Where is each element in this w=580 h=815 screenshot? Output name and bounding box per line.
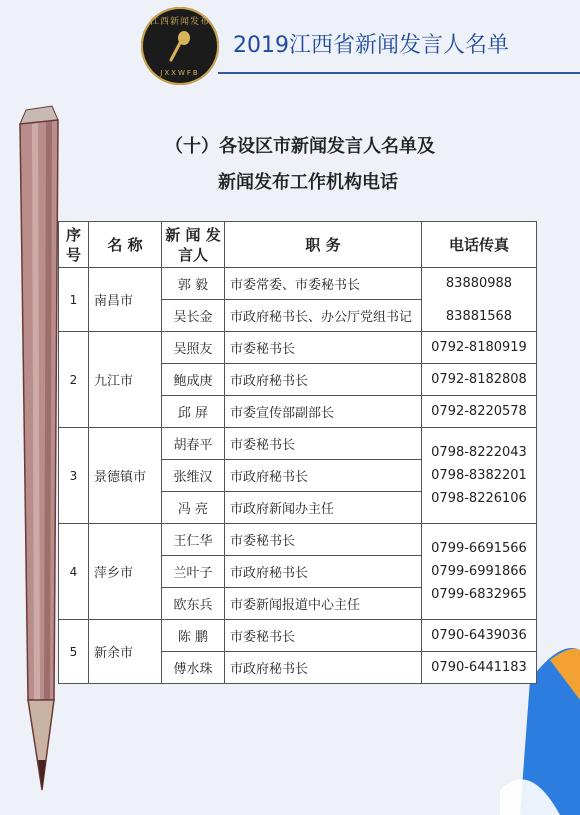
row-index: 2	[59, 332, 89, 428]
row-person: 冯 亮	[162, 492, 225, 524]
row-index: 3	[59, 428, 89, 524]
spokesperson-table	[58, 221, 537, 684]
table-row	[59, 524, 537, 556]
phone-number: 0798-8382201	[431, 468, 527, 483]
row-person: 兰叶子	[162, 556, 225, 588]
table-row	[59, 268, 537, 300]
page-header	[0, 0, 580, 88]
row-position: 市政府秘书长	[225, 556, 422, 588]
row-position: 市政府新闻办主任	[225, 492, 422, 524]
phone-number: 83881568	[445, 308, 513, 324]
row-person: 吴照友	[162, 332, 225, 364]
row-position: 市委秘书长	[225, 332, 422, 364]
row-position: 市政府秘书长、办公厅党组书记	[225, 300, 422, 332]
row-position: 市委秘书长	[225, 620, 422, 652]
row-person: 邱 屏	[162, 396, 225, 428]
phone-number: 0799-6991866	[431, 564, 527, 579]
header-position: 职 务	[225, 222, 422, 268]
logo	[141, 7, 219, 85]
row-index: 5	[59, 620, 89, 684]
row-position: 市政府秘书长	[225, 364, 422, 396]
table-row	[59, 428, 537, 460]
phone-number: 0792-8180919	[422, 332, 537, 364]
table-row	[59, 332, 537, 364]
phone-number: 0790-6441183	[422, 652, 537, 684]
row-position: 市政府秘书长	[225, 652, 422, 684]
row-city: 南昌市	[89, 268, 162, 332]
row-position: 市政府秘书长	[225, 460, 422, 492]
logo-text-top: 江西新闻发布	[149, 17, 210, 27]
page-title: 2019江西省新闻发言人名单	[233, 33, 509, 58]
row-person: 张维汉	[162, 460, 225, 492]
table-row	[59, 620, 537, 652]
row-person: 欧东兵	[162, 588, 225, 620]
section-subheading: 新闻发布工作机构电话	[218, 172, 398, 193]
row-city: 景德镇市	[89, 428, 162, 524]
table-header-row	[59, 222, 537, 268]
section-heading: （十）各设区市新闻发言人名单及	[165, 136, 435, 157]
header-phone: 电话传真	[422, 222, 537, 268]
row-person: 鲍成庚	[162, 364, 225, 396]
row-phones	[422, 268, 537, 332]
row-position: 市委新闻报道中心主任	[225, 588, 422, 620]
header-spokesperson: 新 闻 发言人	[162, 222, 225, 268]
row-person: 胡春平	[162, 428, 225, 460]
row-phones	[422, 428, 537, 524]
row-index: 1	[59, 268, 89, 332]
row-person: 傅水珠	[162, 652, 225, 684]
row-index: 4	[59, 524, 89, 620]
row-person: 王仁华	[162, 524, 225, 556]
phone-number: 0799-6691566	[431, 541, 527, 556]
phone-number: 0790-6439036	[422, 620, 537, 652]
header-divider	[218, 72, 580, 74]
header-index: 序号	[59, 222, 89, 268]
phone-number: 0798-8226106	[431, 491, 527, 506]
phone-number: 0792-8220578	[422, 396, 537, 428]
row-position: 市委秘书长	[225, 524, 422, 556]
row-city: 新余市	[89, 620, 162, 684]
phone-number: 83880988	[445, 275, 513, 291]
header-name: 名 称	[89, 222, 162, 268]
row-person: 陈 鹏	[162, 620, 225, 652]
row-person: 吴长金	[162, 300, 225, 332]
row-position: 市委秘书长	[225, 428, 422, 460]
phone-number: 0798-8222043	[431, 445, 527, 460]
row-person: 郭 毅	[162, 268, 225, 300]
phone-number: 0799-6832965	[431, 587, 527, 602]
logo-text-bottom: JXXWFB	[160, 69, 200, 77]
microphone-icon	[166, 29, 194, 63]
row-city: 九江市	[89, 332, 162, 428]
row-position: 市委宣传部副部长	[225, 396, 422, 428]
row-phones	[422, 524, 537, 620]
row-city: 萍乡市	[89, 524, 162, 620]
row-position: 市委常委、市委秘书长	[225, 268, 422, 300]
phone-number: 0792-8182808	[422, 364, 537, 396]
